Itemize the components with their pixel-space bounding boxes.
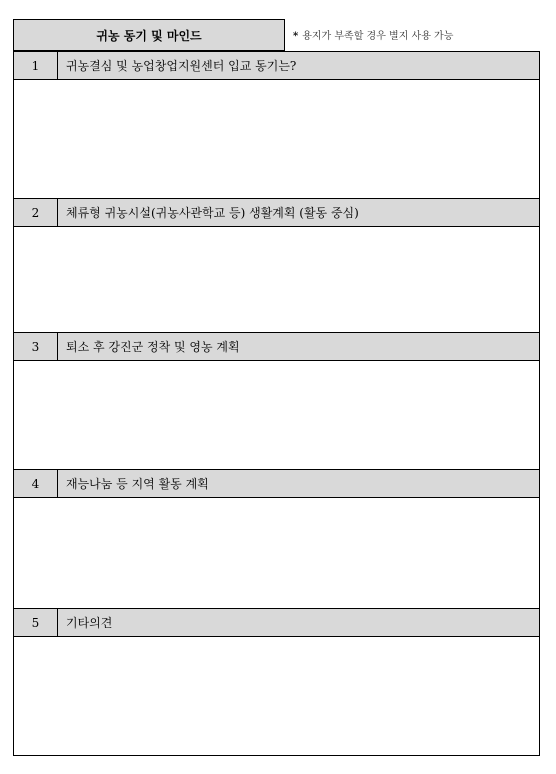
section-3-answer-area[interactable] [14,361,539,470]
section-3 [14,333,539,470]
section-1 [14,52,539,199]
form-title [13,19,285,51]
section-4-header [14,470,539,498]
section-3-number: 3 [14,333,58,360]
section-1-label: 귀농결심 및 농업창업지원센터 입교 동기는? [66,59,297,73]
section-5-number: 5 [14,609,58,636]
space-note [293,27,453,42]
section-2-header [14,199,539,227]
section-4-label: 재능나눔 등 지역 활동 계획 [66,477,209,491]
section-5 [14,609,539,755]
section-2-number: 2 [14,199,58,226]
section-1-answer-area[interactable] [14,80,539,199]
section-4-answer-area[interactable] [14,498,539,609]
section-1-number: 1 [14,52,58,79]
form-title-text: 귀농 동기 및 마인드 [96,28,202,43]
section-4-number: 4 [14,470,58,497]
section-5-answer-area[interactable] [14,637,539,755]
section-4 [14,470,539,609]
section-1-header [14,52,539,80]
form-table [13,51,540,756]
section-3-header [14,333,539,361]
section-2 [14,199,539,333]
section-5-header [14,609,539,637]
note-text: 용지가 부족할 경우 별지 사용 가능 [302,31,454,42]
section-2-answer-area[interactable] [14,227,539,333]
section-2-label: 체류형 귀농시설(귀농사관학교 등) 생활계획 (활동 중심) [66,206,359,220]
section-3-label: 퇴소 후 강진군 정착 및 영농 계획 [66,340,240,354]
section-5-label: 기타의견 [66,616,113,630]
note-asterisk: * [293,31,299,42]
